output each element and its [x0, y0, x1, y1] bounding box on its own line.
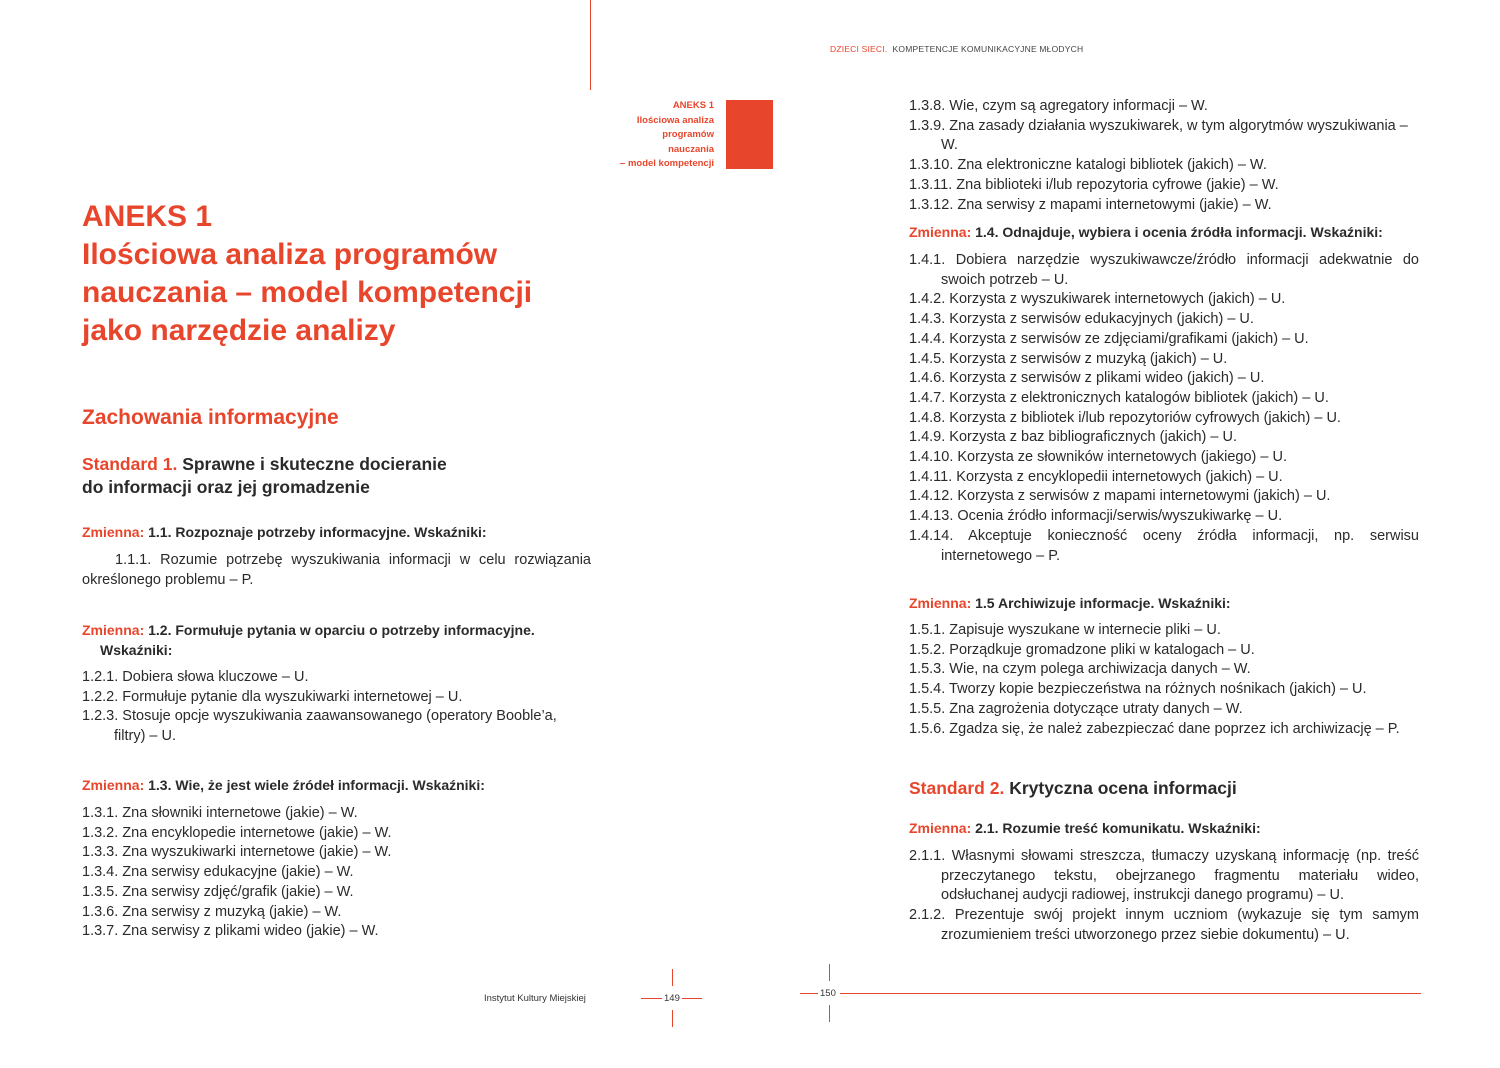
title-line: ANEKS 1 [82, 200, 213, 233]
list-item: 1.3.2. Zna encyklopedie internetowe (jakie) – W. [82, 824, 392, 841]
list-item: 2.1.1. Własnymi słowami streszcza, tłumaczy uzyskaną informację (np. treść przeczytanego tekstu, obejrzanego fragmentu materiału wideo, odsłuchanej audycji radiowej, instrukcji danego programu) – U. [909, 848, 1419, 904]
list-item: 1.2.1. Dobiera słowa kluczowe – U. [82, 669, 309, 685]
side-note-line: programów [662, 129, 714, 140]
top-divider-line [590, 0, 591, 90]
list-item: 1.3.8. Wie, czym są agregatory informacji – W. [909, 98, 1208, 114]
list-item: 1.2.2. Formułuje pytanie dla wyszukiwarki internetowej – U. [82, 688, 463, 705]
running-header [830, 44, 1083, 54]
standard-label: Standard 2. [909, 778, 1005, 798]
variable-text: 1.4. Odnajduje, wybiera i ocenia źródła informacji. Wskaźniki: [975, 224, 1383, 240]
footer-rule [641, 998, 662, 999]
list-item: 1.3.1. Zna słowniki internetowe (jakie) – W. [82, 805, 358, 821]
indicator-list [909, 621, 1419, 739]
list-item: 1.5.1. Zapisuje wyszukane w internecie pliki – U. [909, 622, 1221, 638]
variable-label: Zmienna: [82, 777, 145, 793]
list-item: 1.5.3. Wie, na czym polega archiwizacja danych – W. [909, 661, 1251, 678]
footer-tick [829, 964, 830, 981]
list-item: 1.4.8. Korzysta z bibliotek i/lub repozytoriów cyfrowych (jakich) – U. [909, 409, 1341, 426]
footer-rule [800, 993, 818, 994]
list-item: 1.4.6. Korzysta z serwisów z plikami wideo (jakich) – U. [909, 370, 1265, 387]
list-item: 1.4.3. Korzysta z serwisów edukacyjnych (jakich) – U. [909, 311, 1254, 328]
variable-1-1-heading [82, 522, 592, 542]
footer-rule [682, 998, 702, 999]
list-item: 1.4.4. Korzysta z serwisów ze zdjęciami/grafikami (jakich) – U. [909, 330, 1309, 347]
list-item: 2.1.2. Prezentuje swój projekt innym uczniom (wykazuje się tym samym zrozumieniem treści utworzonego przez siebie dokumentu) – U. [909, 907, 1419, 943]
standard-text: Krytyczna ocena informacji [1009, 778, 1237, 798]
page-number-left: 149 [664, 993, 680, 1004]
list-item: 1.4.2. Korzysta z wyszukiwarek internetowych (jakich) – U. [909, 291, 1286, 308]
list-item: 1.3.12. Zna serwisy z mapami internetowymi (jakie) – W. [909, 196, 1272, 213]
indicator-list [909, 97, 1419, 215]
list-item: 1.4.9. Korzysta z baz bibliograficznych (jakich) – U. [909, 429, 1237, 446]
chapter-color-block [726, 100, 773, 169]
list-item: 1.4.12. Korzysta z serwisów z mapami internetowymi (jakich) – U. [909, 488, 1331, 505]
side-note-line: nauczania [668, 143, 714, 155]
indicator-list [82, 804, 591, 942]
variable-label: Zmienna: [909, 820, 972, 836]
indicator-list [82, 668, 591, 747]
indicator-list [909, 251, 1419, 566]
list-item: 1.4.13. Ocenia źródło informacji/serwis/wyszukiwarkę – U. [909, 508, 1283, 525]
footer-tick [829, 1005, 830, 1022]
list-item: 1.3.5. Zna serwisy zdjęć/grafik (jakie) – W. [82, 883, 354, 900]
list-item: 1.3.6. Zna serwisy z muzyką (jakie) – W. [82, 903, 342, 920]
footer-tick [672, 969, 673, 986]
list-item: 1.3.10. Zna elektroniczne katalogi bibliotek (jakich) – W. [909, 157, 1267, 174]
variable-1-5-heading [909, 593, 1429, 613]
footer-publisher: Instytut Kultury Miejskiej [484, 993, 586, 1004]
title-line: Ilościowa analiza programów [82, 238, 498, 271]
list-item: 1.5.2. Porządkuje gromadzone pliki w katalogach – U. [909, 641, 1255, 658]
variable-text: 2.1. Rozumie treść komunikatu. Wskaźniki: [975, 820, 1261, 836]
list-item: 1.3.9. Zna zasady działania wyszukiwarek, w tym algorytmów wyszukiwania – W. [909, 117, 1408, 154]
list-item: 1.3.7. Zna serwisy z plikami wideo (jakie) – W. [82, 923, 379, 940]
side-note-line: – model kompetencji [620, 158, 714, 169]
footer-rule [840, 993, 1421, 994]
indicator-item [82, 551, 591, 590]
variable-label: Zmienna: [909, 224, 972, 240]
list-item: 1.5.5. Zna zagrożenia dotyczące utraty danych – W. [909, 700, 1243, 717]
footer-tick [672, 1010, 673, 1027]
variable-label: Zmienna: [82, 622, 145, 638]
list-item: 1.4.5. Korzysta z serwisów z muzyką (jakich) – U. [909, 350, 1228, 367]
side-note-line: ANEKS 1 [672, 100, 714, 111]
section-heading: Zachowania informacyjne [82, 406, 339, 429]
list-item: 1.4.1. Dobiera narzędzie wyszukiwawcze/źródło informacji adekwatnie do swoich potrzeb – U. [909, 252, 1419, 288]
variable-1-2-heading [82, 620, 602, 660]
variable-text: 1.1. Rozpoznaje potrzeby informacyjne. Wskaźniki: [148, 524, 487, 540]
header-subtitle: KOMPETENCJE KOMUNIKACYJNE MŁODYCH [892, 44, 1084, 54]
variable-text: 1.2. Formułuje pytania w oparciu o potrzeby informacyjne. [148, 622, 535, 638]
list-item: 1.3.3. Zna wyszukiwarki internetowe (jakie) – W. [82, 844, 392, 861]
side-note-line: Ilościowa analiza [636, 114, 714, 126]
list-item: 1.2.3. Stosuje opcje wyszukiwania zaawansowanego (operatory Booble’a, filtry) – U. [82, 708, 557, 745]
list-item: 1.4.14. Akceptuje konieczność oceny źródła informacji, np. serwisu internetowego – P. [909, 527, 1419, 564]
standard-2-heading [909, 777, 1429, 800]
title-line: jako narzędzie analizy [82, 314, 396, 347]
indicator-text: 1.1.1. Rozumie potrzebę wyszukiwania informacji w celu rozwiązania określonego problemu – P. [82, 552, 591, 588]
title-line: nauczania – model kompetencji [82, 276, 533, 309]
variable-1-3-heading [82, 775, 592, 795]
standard-label: Standard 1. [82, 454, 178, 474]
list-item: 1.4.10. Korzysta ze słowników internetowych (jakiego) – U. [909, 449, 1287, 466]
list-item: 1.4.7. Korzysta z elektronicznych katalogów bibliotek (jakich) – U. [909, 389, 1329, 406]
chapter-side-note [584, 99, 714, 172]
list-item: 1.4.11. Korzysta z encyklopedii internetowych (jakich) – U. [909, 468, 1283, 485]
list-item: 1.5.6. Zgadza się, że należ zabezpieczać dane poprzez ich archiwizację – P. [909, 720, 1400, 737]
variable-text: Wskaźniki: [100, 642, 173, 658]
list-item: 1.5.4. Tworzy kopie bezpieczeństwa na różnych nośnikach (jakich) – U. [909, 681, 1367, 698]
indicator-list [909, 847, 1419, 946]
page-title [82, 198, 602, 350]
standard-1-heading [82, 453, 602, 499]
variable-label: Zmienna: [82, 524, 145, 540]
variable-label: Zmienna: [909, 595, 972, 611]
list-item: 1.3.11. Zna biblioteki i/lub repozytoria cyfrowe (jakie) – W. [909, 176, 1279, 193]
standard-text: do informacji oraz jej gromadzenie [82, 477, 370, 497]
page-number-right: 150 [820, 988, 836, 999]
list-item: 1.3.4. Zna serwisy edukacyjne (jakie) – W. [82, 864, 354, 881]
header-brand: DZIECI SIECI. [830, 44, 888, 54]
variable-2-1-heading [909, 818, 1429, 838]
variable-1-4-heading [909, 222, 1429, 242]
standard-text: Sprawne i skuteczne docieranie [182, 454, 447, 474]
variable-text: 1.5 Archiwizuje informacje. Wskaźniki: [975, 595, 1231, 611]
variable-text: 1.3. Wie, że jest wiele źródeł informacji. Wskaźniki: [148, 777, 485, 793]
